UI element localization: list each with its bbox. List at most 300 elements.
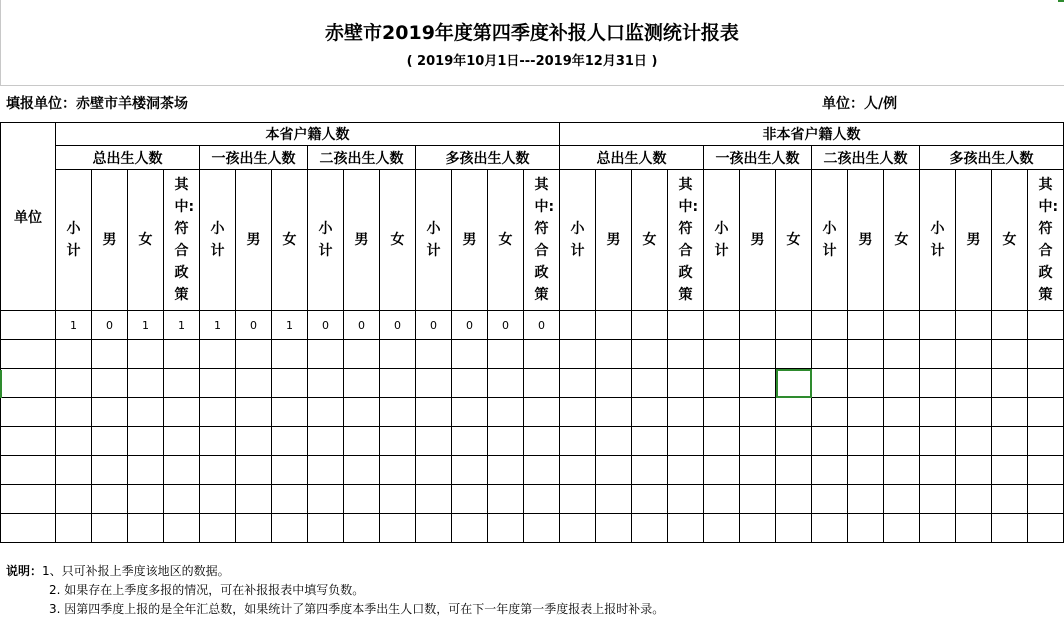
local-first-child-header[interactable]: 一孩出生人数 (200, 146, 308, 170)
data-cell[interactable] (812, 369, 848, 398)
data-cell[interactable] (200, 427, 236, 456)
data-cell[interactable] (524, 369, 560, 398)
data-cell[interactable] (200, 485, 236, 514)
note-line-1 (6, 562, 664, 581)
data-cell[interactable] (992, 369, 1028, 398)
data-cell[interactable] (704, 514, 740, 543)
data-cell[interactable] (92, 427, 128, 456)
data-cell[interactable] (560, 485, 596, 514)
data-cell[interactable] (956, 311, 992, 340)
data-cell[interactable] (776, 514, 812, 543)
data-cell[interactable] (416, 398, 452, 427)
data-cell[interactable] (380, 340, 416, 369)
subtotal-header[interactable] (704, 170, 740, 311)
male-header[interactable] (740, 170, 776, 311)
data-cell[interactable]: 0 (344, 311, 380, 340)
data-cell[interactable] (596, 485, 632, 514)
data-cell[interactable] (1028, 456, 1064, 485)
data-cell[interactable]: 0 (236, 311, 272, 340)
male-header[interactable] (452, 170, 488, 311)
data-cell[interactable] (848, 456, 884, 485)
local-multi-child-header[interactable]: 多孩出生人数 (416, 146, 560, 170)
data-cell[interactable] (920, 398, 956, 427)
column-selection-marker (1058, 0, 1064, 2)
data-cell[interactable] (704, 311, 740, 340)
data-cell[interactable] (560, 340, 596, 369)
data-cell[interactable] (380, 398, 416, 427)
data-cell[interactable]: 1 (56, 311, 92, 340)
data-cell[interactable] (632, 456, 668, 485)
data-cell[interactable] (488, 456, 524, 485)
selected-cell[interactable] (776, 369, 812, 398)
data-cell[interactable] (596, 340, 632, 369)
data-cell[interactable]: 0 (452, 311, 488, 340)
subtotal-header-text: 小计 (318, 221, 333, 259)
data-cell[interactable] (236, 427, 272, 456)
data-cell[interactable] (236, 369, 272, 398)
male-header[interactable] (344, 170, 380, 311)
row-unit-cell[interactable] (1, 398, 56, 427)
data-cell[interactable] (524, 427, 560, 456)
female-header[interactable] (992, 170, 1028, 311)
data-cell[interactable] (128, 514, 164, 543)
data-cell[interactable] (416, 427, 452, 456)
data-cell[interactable] (956, 398, 992, 427)
data-cell[interactable] (776, 456, 812, 485)
data-cell[interactable] (452, 514, 488, 543)
data-cell[interactable] (272, 456, 308, 485)
data-cell[interactable] (632, 427, 668, 456)
data-cell[interactable] (1028, 485, 1064, 514)
row-unit-cell[interactable] (1, 485, 56, 514)
data-cell[interactable] (992, 427, 1028, 456)
data-cell[interactable] (920, 485, 956, 514)
data-cell[interactable] (272, 340, 308, 369)
data-cell[interactable] (164, 456, 200, 485)
data-cell[interactable] (308, 456, 344, 485)
data-cell[interactable] (776, 427, 812, 456)
data-cell[interactable] (92, 485, 128, 514)
local-second-child-header[interactable]: 二孩出生人数 (308, 146, 416, 170)
data-cell[interactable] (740, 514, 776, 543)
row-unit-cell[interactable] (1, 311, 56, 340)
data-cell[interactable] (344, 427, 380, 456)
data-cell[interactable] (812, 514, 848, 543)
data-cell[interactable]: 0 (416, 311, 452, 340)
female-header-text: 女 (498, 232, 513, 248)
local-household-header[interactable]: 本省户籍人数 (56, 123, 560, 146)
data-cell[interactable] (128, 398, 164, 427)
data-cell[interactable] (632, 514, 668, 543)
data-cell[interactable] (848, 398, 884, 427)
data-cell[interactable] (596, 311, 632, 340)
data-cell[interactable] (1028, 369, 1064, 398)
data-cell[interactable] (92, 514, 128, 543)
data-cell[interactable] (704, 398, 740, 427)
male-header-text: 男 (606, 232, 621, 248)
data-cell[interactable] (704, 485, 740, 514)
data-cell[interactable] (956, 427, 992, 456)
data-cell[interactable] (992, 456, 1028, 485)
data-cell[interactable] (812, 311, 848, 340)
female-header[interactable] (632, 170, 668, 311)
data-cell[interactable] (560, 427, 596, 456)
data-cell[interactable] (416, 456, 452, 485)
data-cell[interactable] (812, 485, 848, 514)
data-cell[interactable] (560, 456, 596, 485)
data-cell[interactable] (848, 514, 884, 543)
data-cell[interactable] (524, 514, 560, 543)
nonlocal-household-header[interactable]: 非本省户籍人数 (560, 123, 1064, 146)
data-cell[interactable] (236, 398, 272, 427)
data-cell[interactable] (884, 398, 920, 427)
data-cell[interactable] (452, 398, 488, 427)
data-cell[interactable] (308, 398, 344, 427)
data-cell[interactable] (56, 340, 92, 369)
data-cell[interactable] (488, 398, 524, 427)
data-cell[interactable] (884, 485, 920, 514)
data-cell[interactable] (668, 369, 704, 398)
policy-compliant-header[interactable] (668, 170, 704, 311)
data-cell[interactable] (884, 456, 920, 485)
data-cell[interactable] (236, 340, 272, 369)
subtotal-header[interactable] (200, 170, 236, 311)
data-cell[interactable] (704, 427, 740, 456)
data-cell[interactable] (488, 340, 524, 369)
data-cell[interactable] (740, 311, 776, 340)
data-cell[interactable] (416, 369, 452, 398)
data-cell[interactable] (920, 514, 956, 543)
data-cell[interactable] (560, 311, 596, 340)
data-cell[interactable] (92, 456, 128, 485)
data-cell[interactable] (776, 311, 812, 340)
data-cell[interactable] (452, 456, 488, 485)
female-header-text: 女 (642, 232, 657, 248)
data-cell[interactable] (992, 485, 1028, 514)
data-cell[interactable] (596, 514, 632, 543)
data-cell[interactable] (956, 514, 992, 543)
subtotal-header[interactable] (416, 170, 452, 311)
data-cell[interactable] (236, 456, 272, 485)
policy-compliant-header[interactable] (524, 170, 560, 311)
data-cell[interactable] (1028, 514, 1064, 543)
male-header[interactable] (956, 170, 992, 311)
data-cell[interactable] (128, 427, 164, 456)
data-cell[interactable] (956, 340, 992, 369)
data-cell[interactable] (452, 340, 488, 369)
data-cell[interactable] (380, 514, 416, 543)
female-header[interactable] (128, 170, 164, 311)
nonlocal-total-births-header[interactable]: 总出生人数 (560, 146, 704, 170)
data-cell[interactable] (596, 369, 632, 398)
data-cell[interactable] (632, 398, 668, 427)
data-cell[interactable] (92, 340, 128, 369)
data-cell[interactable] (812, 427, 848, 456)
table-row (1, 369, 1064, 398)
female-header-text: 女 (1002, 232, 1017, 248)
data-cell[interactable] (992, 398, 1028, 427)
data-cell[interactable] (812, 340, 848, 369)
data-cell[interactable] (848, 340, 884, 369)
female-header[interactable] (884, 170, 920, 311)
subtotal-header[interactable] (920, 170, 956, 311)
data-cell[interactable] (776, 485, 812, 514)
data-cell[interactable] (488, 485, 524, 514)
data-cell[interactable] (992, 514, 1028, 543)
data-cell[interactable] (524, 485, 560, 514)
data-cell[interactable] (884, 427, 920, 456)
data-cell[interactable]: 1 (200, 311, 236, 340)
data-cell[interactable] (56, 398, 92, 427)
data-cell[interactable] (596, 398, 632, 427)
report-period: ( 2019年10月1日---2019年12月31日 ) (406, 54, 658, 69)
table-row (1, 514, 1064, 543)
data-cell[interactable] (848, 369, 884, 398)
data-cell[interactable] (812, 456, 848, 485)
data-cell[interactable]: 1 (272, 311, 308, 340)
data-cell[interactable] (956, 456, 992, 485)
data-cell[interactable] (884, 311, 920, 340)
data-cell[interactable] (416, 340, 452, 369)
data-cell[interactable] (848, 427, 884, 456)
data-cell[interactable] (344, 514, 380, 543)
policy-compliant-header[interactable] (1028, 170, 1064, 311)
data-cell[interactable] (740, 456, 776, 485)
policy-compliant-header-text: 其中:符合政策 (174, 177, 195, 303)
female-header[interactable] (272, 170, 308, 311)
data-cell[interactable] (200, 514, 236, 543)
male-header-text: 男 (462, 232, 477, 248)
data-cell[interactable] (272, 485, 308, 514)
data-cell[interactable] (272, 369, 308, 398)
subtotal-header[interactable] (812, 170, 848, 311)
female-header[interactable] (380, 170, 416, 311)
data-cell[interactable] (200, 398, 236, 427)
data-cell[interactable] (992, 311, 1028, 340)
data-cell[interactable] (56, 456, 92, 485)
data-cell[interactable] (380, 369, 416, 398)
data-cell[interactable] (164, 485, 200, 514)
data-cell[interactable] (236, 514, 272, 543)
row-unit-cell[interactable] (1, 514, 56, 543)
data-cell[interactable] (596, 456, 632, 485)
data-cell[interactable] (128, 340, 164, 369)
data-cell[interactable] (704, 369, 740, 398)
data-cell[interactable] (560, 514, 596, 543)
data-cell[interactable] (812, 398, 848, 427)
male-header[interactable] (92, 170, 128, 311)
data-cell[interactable] (920, 340, 956, 369)
data-cell[interactable]: 0 (488, 311, 524, 340)
data-cell[interactable] (308, 485, 344, 514)
table-row (1, 340, 1064, 369)
data-cell[interactable] (164, 369, 200, 398)
data-cell[interactable] (380, 456, 416, 485)
data-cell[interactable] (956, 485, 992, 514)
data-cell[interactable] (92, 398, 128, 427)
row-unit-cell[interactable] (1, 427, 56, 456)
data-cell[interactable] (308, 340, 344, 369)
notes-label: 说明： (6, 564, 43, 578)
data-cell[interactable] (164, 514, 200, 543)
data-cell[interactable] (668, 485, 704, 514)
female-header[interactable] (776, 170, 812, 311)
data-cell[interactable] (308, 369, 344, 398)
subtotal-header-text: 小计 (714, 221, 729, 259)
subtotal-header-text: 小计 (570, 221, 585, 259)
female-header-text: 女 (282, 232, 297, 248)
data-cell[interactable] (380, 485, 416, 514)
subtotal-header[interactable] (308, 170, 344, 311)
row-unit-cell[interactable] (1, 369, 56, 398)
local-total-births-header[interactable]: 总出生人数 (56, 146, 200, 170)
male-header-text: 男 (750, 232, 765, 248)
data-cell[interactable] (308, 514, 344, 543)
data-cell[interactable] (740, 340, 776, 369)
data-cell[interactable] (488, 369, 524, 398)
data-cell[interactable] (992, 340, 1028, 369)
subtotal-header[interactable] (56, 170, 92, 311)
data-cell[interactable] (272, 398, 308, 427)
data-cell[interactable] (416, 485, 452, 514)
data-cell[interactable] (884, 514, 920, 543)
row-unit-cell[interactable] (1, 456, 56, 485)
nonlocal-multi-child-header[interactable]: 多孩出生人数 (920, 146, 1064, 170)
female-header-text: 女 (786, 232, 801, 248)
subtotal-header[interactable] (560, 170, 596, 311)
data-cell[interactable] (56, 427, 92, 456)
data-cell[interactable] (848, 311, 884, 340)
data-cell[interactable] (956, 369, 992, 398)
male-header[interactable] (596, 170, 632, 311)
data-cell[interactable] (668, 340, 704, 369)
data-cell[interactable] (920, 456, 956, 485)
data-cell[interactable] (668, 427, 704, 456)
data-cell[interactable] (164, 398, 200, 427)
data-cell[interactable] (308, 427, 344, 456)
fill-unit-label: 填报单位：赤壁市羊楼洞茶场 (6, 96, 188, 112)
data-cell[interactable] (128, 369, 164, 398)
data-cell[interactable] (848, 485, 884, 514)
subtotal-header-text: 小计 (66, 221, 81, 259)
data-cell[interactable] (776, 398, 812, 427)
data-cell[interactable] (56, 369, 92, 398)
note-3: 3. 因第四季度上报的是全年汇总数，如果统计了第四季度本季出生人口数，可在下一年度第一季度报表上报时补录。 (49, 602, 665, 616)
data-cell[interactable] (128, 456, 164, 485)
data-cell[interactable] (920, 427, 956, 456)
data-cell[interactable] (92, 369, 128, 398)
data-cell[interactable] (1028, 398, 1064, 427)
nonlocal-first-child-header[interactable]: 一孩出生人数 (704, 146, 812, 170)
male-header[interactable] (848, 170, 884, 311)
data-cell[interactable] (668, 514, 704, 543)
data-cell[interactable] (740, 398, 776, 427)
data-cell[interactable] (344, 369, 380, 398)
data-cell[interactable] (344, 485, 380, 514)
data-cell[interactable] (488, 427, 524, 456)
data-cell[interactable] (560, 398, 596, 427)
data-cell[interactable] (272, 427, 308, 456)
row-selection-marker (0, 370, 2, 398)
data-cell[interactable] (740, 369, 776, 398)
male-header[interactable] (236, 170, 272, 311)
data-cell[interactable] (344, 456, 380, 485)
data-cell[interactable] (200, 340, 236, 369)
data-cell[interactable] (632, 311, 668, 340)
data-cell[interactable] (56, 514, 92, 543)
unit-column-header[interactable]: 单位 (1, 123, 56, 311)
data-cell[interactable] (272, 514, 308, 543)
data-cell[interactable] (452, 485, 488, 514)
data-cell[interactable] (380, 427, 416, 456)
data-cell[interactable] (668, 398, 704, 427)
data-cell[interactable] (1028, 427, 1064, 456)
data-cell[interactable] (1028, 340, 1064, 369)
data-cell[interactable] (668, 456, 704, 485)
data-cell[interactable] (524, 340, 560, 369)
data-cell[interactable] (452, 369, 488, 398)
data-cell[interactable] (416, 514, 452, 543)
data-cell[interactable] (920, 311, 956, 340)
data-cell[interactable] (524, 456, 560, 485)
data-cell[interactable]: 0 (524, 311, 560, 340)
data-cell[interactable] (488, 514, 524, 543)
data-cell[interactable]: 1 (164, 311, 200, 340)
data-cell[interactable] (704, 456, 740, 485)
data-cell[interactable]: 0 (380, 311, 416, 340)
data-cell[interactable] (776, 340, 812, 369)
data-cell[interactable] (452, 427, 488, 456)
policy-compliant-header[interactable] (164, 170, 200, 311)
data-cell[interactable] (164, 340, 200, 369)
data-cell[interactable] (596, 427, 632, 456)
data-cell[interactable] (200, 456, 236, 485)
policy-compliant-header-text: 其中:符合政策 (534, 177, 555, 303)
note-2: 2. 如果存在上季度多报的情况，可在补报报表中填写负数。 (49, 583, 365, 597)
statistics-table (0, 122, 1064, 543)
data-cell[interactable] (704, 340, 740, 369)
data-cell[interactable]: 0 (308, 311, 344, 340)
subtotal-header-text: 小计 (426, 221, 441, 259)
data-cell[interactable]: 1 (128, 311, 164, 340)
data-cell[interactable] (740, 485, 776, 514)
nonlocal-second-child-header[interactable]: 二孩出生人数 (812, 146, 920, 170)
data-cell[interactable] (668, 311, 704, 340)
notes-section (6, 562, 664, 619)
data-cell[interactable] (632, 369, 668, 398)
male-header-text: 男 (246, 232, 261, 248)
data-cell[interactable] (920, 369, 956, 398)
data-cell[interactable] (884, 369, 920, 398)
data-cell[interactable] (344, 340, 380, 369)
data-cell[interactable] (344, 398, 380, 427)
data-cell[interactable] (524, 398, 560, 427)
data-cell[interactable] (164, 427, 200, 456)
data-cell[interactable] (632, 485, 668, 514)
data-cell[interactable] (560, 369, 596, 398)
data-cell[interactable] (632, 340, 668, 369)
data-cell[interactable] (884, 340, 920, 369)
data-cell[interactable]: 0 (92, 311, 128, 340)
data-cell[interactable] (200, 369, 236, 398)
data-cell[interactable] (56, 485, 92, 514)
data-cell[interactable] (740, 427, 776, 456)
data-cell[interactable] (128, 485, 164, 514)
female-header[interactable] (488, 170, 524, 311)
data-cell[interactable] (1028, 311, 1064, 340)
row-unit-cell[interactable] (1, 340, 56, 369)
data-cell[interactable] (236, 485, 272, 514)
